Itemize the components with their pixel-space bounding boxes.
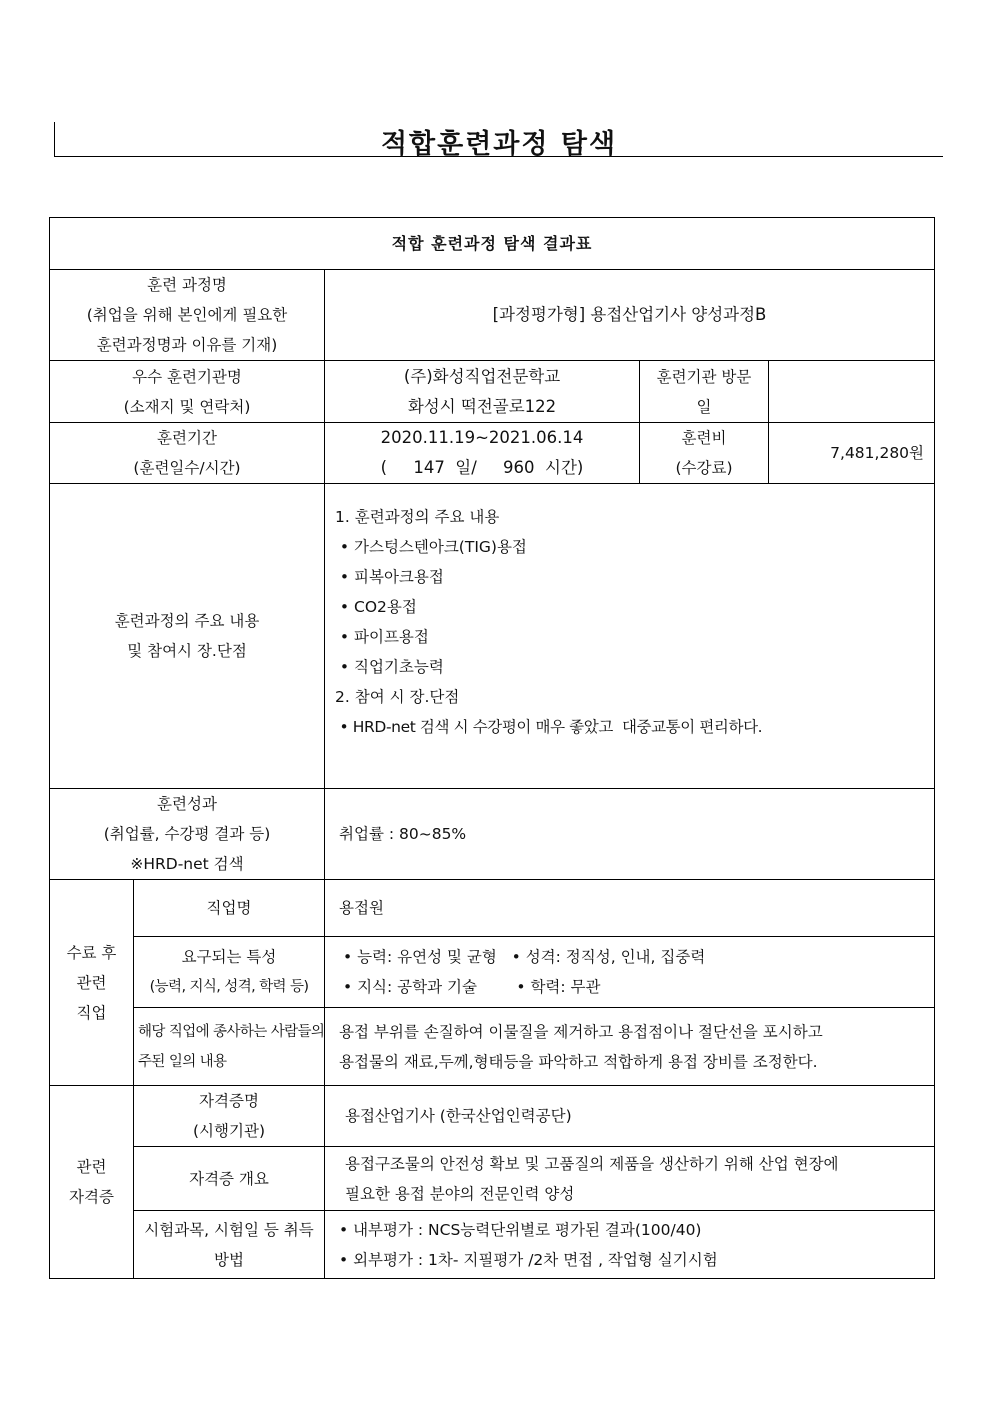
job-name-row	[50, 880, 935, 937]
job-traits-label: 요구되는 특성 (능력, 지식, 성격, 학력 등)	[134, 937, 325, 1008]
job-duty-row	[50, 1008, 935, 1086]
job-traits-row	[50, 937, 935, 1008]
table-caption-row	[50, 218, 935, 270]
job-group-label: 수료 후 관련 직업	[50, 880, 134, 1086]
institution-row	[50, 361, 935, 423]
cert-name-row	[50, 1086, 935, 1147]
cert-group-label: 관련 자격증	[50, 1086, 134, 1279]
course-row	[50, 270, 935, 361]
list-item: • 가스텅스텐아크(TIG)용접	[335, 538, 527, 556]
cert-exam-value: • 내부평가 : NCS능력단위별로 평가된 결과(100/40) • 외부평가 : 1차- 지필평가 /2차 면접 , 작업형 실기시험	[325, 1211, 935, 1279]
period-row	[50, 423, 935, 484]
job-traits-value: • 능력: 유연성 및 균형 • 성격: 정직성, 인내, 집중력 • 지식: 공학과 기술 • 학력: 무관	[325, 937, 935, 1008]
course-label: 훈련 과정명 (취업을 위해 본인에게 필요한 훈련과정명과 이유를 기재)	[50, 270, 325, 361]
course-name: [과정평가형] 용접산업기사 양성과정B	[325, 270, 935, 361]
job-name-label: 직업명	[134, 880, 325, 937]
list-item: • 피복아크용접	[335, 568, 444, 586]
institution-label: 우수 훈련기관명 (소재지 및 연락처)	[50, 361, 325, 423]
document-title-frame	[54, 122, 943, 160]
list-item: 1. 훈련과정의 주요 내용	[335, 508, 500, 526]
visit-date-value	[769, 361, 935, 423]
outcome-row	[50, 789, 935, 880]
list-item: • CO2용접	[335, 598, 417, 616]
job-duty-value: 용접 부위를 손질하여 이물질을 제거하고 용접점이나 절단선을 포시하고 용접물의 재료,두께,형태등을 파악하고 적합하게 용접 장비를 조정한다.	[325, 1008, 935, 1086]
cert-overview-label: 자격증 개요	[134, 1147, 325, 1211]
cert-name-label: 자격증명 (시행기관)	[134, 1086, 325, 1147]
job-name-value: 용접원	[325, 880, 935, 937]
institution-value: (주)화성직업전문학교 화성시 떡전골로122	[325, 361, 640, 423]
period-label: 훈련기간 (훈련일수/시간)	[50, 423, 325, 484]
outcome-label: 훈련성과 (취업률, 수강평 결과 등) ※HRD-net 검색	[50, 789, 325, 880]
content-row	[50, 484, 935, 789]
list-item: • 직업기초능력	[335, 658, 444, 676]
list-item: • 파이프용접	[335, 628, 429, 646]
fee-value: 7,481,280원	[769, 423, 935, 484]
fee-label: 훈련비 (수강료)	[640, 423, 769, 484]
cert-overview-row	[50, 1147, 935, 1211]
table-caption: 적합 훈련과정 탐색 결과표	[50, 218, 935, 270]
result-table	[49, 217, 935, 1279]
period-value: 2020.11.19~2021.06.14 ( 147 일/ 960 시간)	[325, 423, 640, 484]
cert-exam-row	[50, 1211, 935, 1279]
job-duty-label: 해당 직업에 종사하는 사람들의 주된 일의 내용	[134, 1008, 325, 1086]
list-item: 2. 참여 시 장.단점	[335, 688, 460, 706]
cert-exam-label: 시험과목, 시험일 등 취득 방법	[134, 1211, 325, 1279]
content-label: 훈련과정의 주요 내용 및 참여시 장.단점	[50, 484, 325, 789]
document-title: 적합훈련과정 탐색	[380, 129, 618, 160]
list-item: • HRD-net 검색 시 수강평이 매우 좋았고 대중교통이 편리하다.	[335, 718, 763, 736]
cert-overview-value: 용접구조물의 안전성 확보 및 고품질의 제품을 생산하기 위해 산업 현장에 필요한 용접 분야의 전문인력 양성	[325, 1147, 935, 1211]
visit-date-label: 훈련기관 방문일	[640, 361, 769, 423]
content-list	[325, 484, 935, 789]
cert-name-value: 용접산업기사 (한국산업인력공단)	[325, 1086, 935, 1147]
outcome-value: 취업률 : 80~85%	[325, 789, 935, 880]
